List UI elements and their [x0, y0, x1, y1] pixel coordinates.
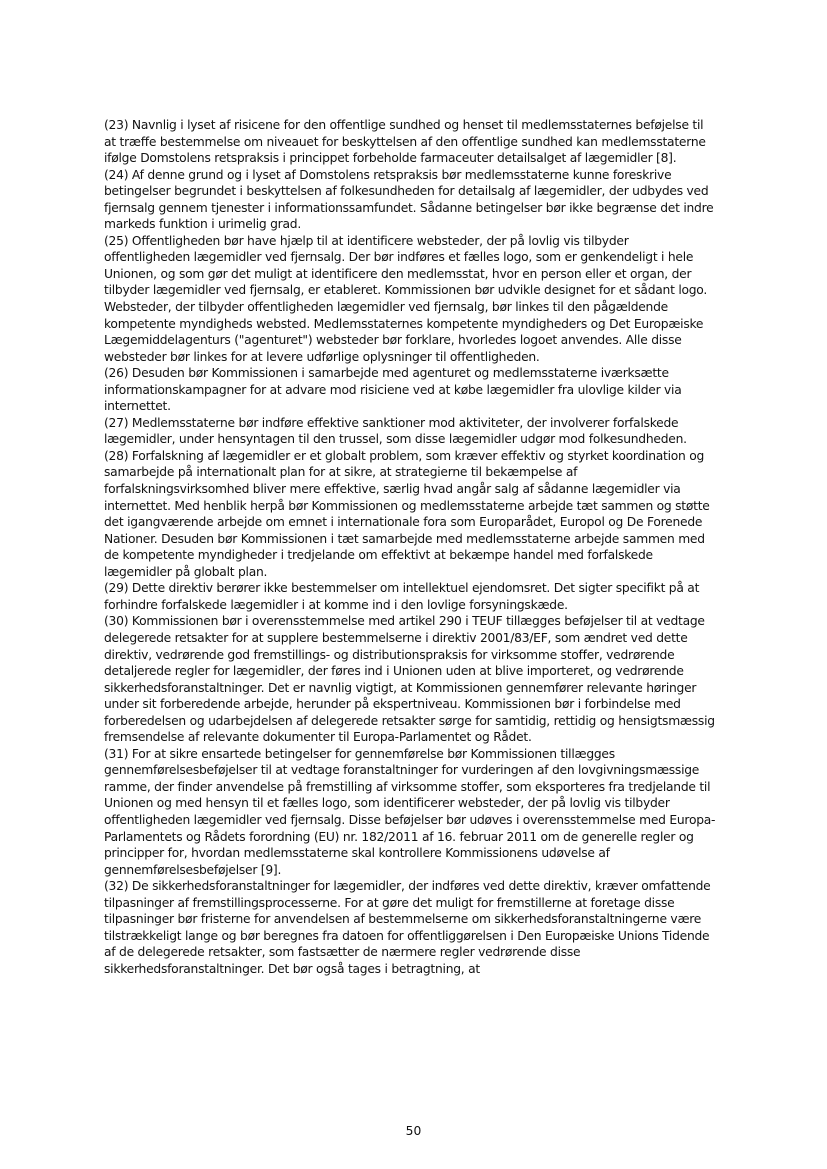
paragraph-30: (30) Kommissionen bør i overensstemmelse med artikel 290 i TEUF tillægges beføjelser til at vedtage delegerede retsakter for at supplere bestemmelserne i direktiv 2001/83/EF, som ændret ved dette direktiv, vedrørende god fremstillings- og distributionspraksis for virksomme stoffer, vedrørende detaljerede regler for lægemidler, der føres ind i Unionen uden at blive importeret, og vedrørende sikkerhedsforanstaltninger. Det er navnlig vigtigt, at Kommissionen gennemfører relevante høringer under sit forberedende arbejde, herunder på ekspertniveau. Kommissionen bør i forbindelse med forberedelsen og udarbejdelsen af delegerede retsakter sørge for samtidig, rettidig og hensigtsmæssig fremsendelse af relevante dokumenter til Europa-Parlamentet og Rådet.: [104, 614, 715, 745]
paragraph-29: (29) Dette direktiv berører ikke bestemmelser om intellektuel ejendomsret. Det sigter specifikt på at forhindre forfalskede lægemidler i at komme ind i den lovlige forsyningskæde.: [104, 581, 700, 612]
paragraph-23: (23) Navnlig i lyset af risicene for den offentlige sundhed og henset til medlemsstaternes beføjelse til at træffe bestemmelse om niveauet for beskyttelsen af den offentlige sundhed kan medlemsstaterne ifølge Domstolens retspraksis i princippet forbeholde farmaceuter detailsalget af lægemidler [8].: [104, 118, 706, 166]
page-number: 50: [405, 1124, 422, 1138]
paragraph-27: (27) Medlemsstaterne bør indføre effektive sanktioner mod aktiviteter, der involverer forfalskede lægemidler, under hensyntagen til den trussel, som disse lægemidler udgør mod folkesundheden.: [104, 415, 687, 447]
paragraph-26: (26) Desuden bør Kommissionen i samarbejde med agenturet og medlemsstaterne iværksætte informationskampagner for at advare mod risiciene ved at købe lægemidler fra ulovlige kilder via internettet.: [104, 366, 682, 414]
paragraph-32: (32) De sikkerhedsforanstaltninger for lægemidler, der indføres ved dette direktiv, kræver omfattende tilpasninger af fremstillingsprocesserne. For at gøre det muligt for fremstillerne at foretage disse tilpasninger bør fristerne for anvendelsen af bestemmelserne om sikkerhedsforanstaltningerne være tilstrækkeligt lange og bør beregnes fra datoen for offentliggørelsen i Den Europæiske Unions Tidende af de delegerede retsakter, som fastsætter de nærmere regler vedrørende disse sikkerhedsforanstaltninger. Det bør også tages i betragtning, at: [104, 879, 711, 976]
paragraph-31: (31) For at sikre ensartede betingelser for gennemførelse bør Kommissionen tillægges gennemførelsesbeføjelser til at vedtage foranstaltninger for vurderingen af den lovgivningsmæssige ramme, der finder anvendelse på fremstilling af virksomme stoffer, som eksporteres fra tredjelande til Unionen og med hensyn til et fælles logo, som identificerer websteder, der på lovlig vis tilbyder offentligheden lægemidler ved fjernsalg. Disse beføjelser bør udøves i overensstemmelse med Europa-Parlamentets og Rådets forordning (EU) nr. 182/2011 af 16. februar 2011 om de generelle regler og principper for, hvordan medlemsstaterne skal kontrollere Kommissionens udøvelse af gennemførelsesbeføjelser [9].: [104, 746, 716, 877]
paragraph-24: (24) Af denne grund og i lyset af Domstolens retspraksis bør medlemsstaterne kunne foreskrive betingelser begrundet i beskyttelsen af folkesundheden for detailsalg af lægemidler, der udbydes ved fjernsalg gennem tjenester i informationssamfundet. Sådanne betingelser bør ikke begrænse det indre markeds funktion i urimelig grad.: [104, 167, 714, 232]
paragraph-28: (28) Forfalskning af lægemidler er et globalt problem, som kræver effektiv og styrket koordination og samarbejde på internationalt plan for at sikre, at strategierne til bekæmpelse af forfalskningsvirksomhed bliver mere effektive, særlig hvad angår salg af sådanne lægemidler via internettet. Med henblik herpå bør Kommissionen og medlemsstaterne arbejde tæt sammen og støtte det igangværende arbejde om emnet i internationale fora som Europarådet, Europol og De Forenede Nationer. Desuden bør Kommissionen i tæt samarbejde med medlemsstaterne arbejde sammen med de kompetente myndigheder i tredjelande om effektivt at bekæmpe handel med forfalskede lægemidler på globalt plan.: [104, 448, 710, 579]
document-body: [104, 117, 716, 977]
paragraph-25: (25) Offentligheden bør have hjælp til at identificere websteder, der på lovlig vis tilbyder offentligheden lægemidler ved fjernsalg. Der bør indføres et fælles logo, som er genkendeligt i hele Unionen, og som gør det muligt at identificere den medlemsstat, hvor en person eller et organ, der tilbyder lægemidler ved fjernsalg, er etableret. Kommissionen bør udvikle designet for et sådant logo. Websteder, der tilbyder offentligheden lægemidler ved fjernsalg, bør linkes til den pågældende kompetente myndigheds websted. Medlemsstaternes kompetente myndigheders og Det Europæiske Lægemiddelagenturs ("agenturet") websteder bør forklare, hvorledes logoet anvendes. Alle disse websteder bør linkes for at levere udførlige oplysninger til offentligheden.: [104, 233, 708, 364]
